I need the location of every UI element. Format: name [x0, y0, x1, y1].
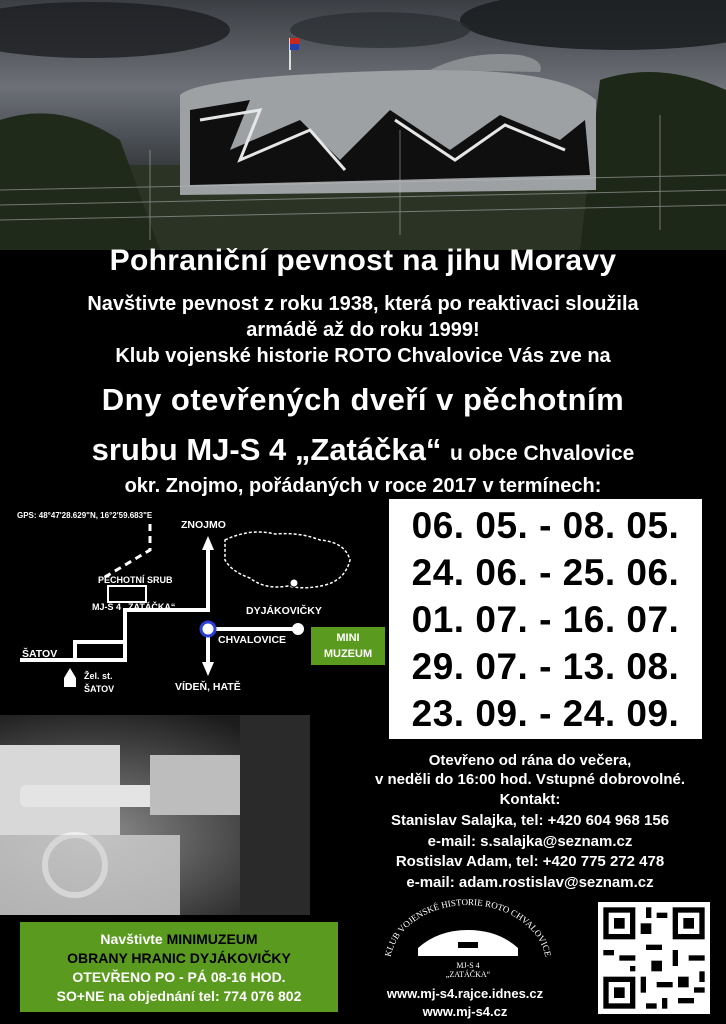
info-open: Otevřeno od rána do večera,: [428, 752, 632, 769]
mini-muzeum-line1: MINI: [336, 632, 360, 644]
info-sunday: v neděli do 16:00 hod. Vstupné dobrovolné.: [374, 771, 686, 788]
dates-box: [389, 499, 702, 739]
logo-arc-text: KLUB VOJENSKÉ HISTORIE ROTO CHVALOVICE: [382, 896, 554, 958]
info-email1[interactable]: e-mail: s.salajka@seznam.cz: [427, 833, 633, 850]
gps-coordinates: GPS: 48°47'28.629"N, 16°2'59.683"E: [17, 511, 153, 520]
club-logo: [378, 890, 558, 980]
date-row: 01. 07. - 16. 07.: [411, 599, 680, 640]
headline: Pohraniční pevnost na jihu Moravy: [109, 244, 617, 277]
hero-photo: [0, 0, 726, 250]
logo-name: MJ-S 4: [456, 961, 480, 970]
map-label-satov: ŠATOV: [22, 648, 58, 660]
info-contact2: Rostislav Adam, tel: +420 775 272 478: [395, 853, 665, 870]
info-contact-label: Kontakt:: [499, 791, 561, 808]
date-row: 06. 05. - 08. 05.: [411, 505, 680, 546]
map-label-satov-station: ŠATOV: [84, 684, 115, 694]
museum-line2: OBRANY HRANIC DYJÁKOVIČKY: [67, 950, 291, 966]
mini-muzeum-badge: [311, 627, 385, 665]
museum-box: [20, 922, 338, 1012]
url-rajce[interactable]: www.mj-s4.rajce.idnes.cz: [386, 986, 544, 1001]
cannon-photo: [0, 715, 310, 915]
logo-sub: „ZATÁČKA“: [445, 970, 491, 979]
intro-line-2: armádě až do roku 1999!: [246, 319, 480, 341]
date-row: 23. 09. - 24. 09.: [411, 693, 680, 734]
map-label-pechotni-srub: PĚCHOTNÍ SRUB: [98, 575, 173, 585]
museum-line4: SO+NE na objednání tel: 774 076 802: [56, 988, 302, 1004]
event-title-line2: [0, 432, 726, 468]
museum-visit-label: Navštivte: [100, 931, 167, 947]
district-line: okr. Znojmo, pořádaných v roce 2017 v termínech:: [124, 475, 602, 497]
map-label-mjs4: MJ-S 4 „ZATÁČKA“: [92, 602, 176, 612]
info-contact1: Stanislav Salajka, tel: +420 604 968 156: [390, 812, 670, 829]
cannon-illustration: [0, 715, 310, 915]
intro-text: [0, 291, 726, 369]
intro-line-1: Navštivte pevnost z roku 1938, která po reaktivaci sloužila: [87, 293, 639, 315]
map-label-viden: VÍDEŇ, HATĚ: [175, 681, 241, 693]
date-row: 24. 06. - 25. 06.: [411, 552, 680, 593]
museum-line1: [20, 930, 338, 949]
bunker-name: srubu MJ-S 4 „Zatáčka“: [91, 432, 442, 467]
intro-line-3: Klub vojenské historie ROTO Chvalovice Vás zve na: [115, 345, 611, 367]
event-title-line1: Dny otevřených dveří v pěchotním: [101, 382, 625, 417]
qr-code[interactable]: [598, 902, 710, 1014]
date-row: 29. 07. - 13. 08.: [411, 646, 680, 687]
info-email2[interactable]: e-mail: adam.rostislav@seznam.cz: [406, 874, 654, 891]
map-label-zel-st: Žel. st.: [84, 671, 113, 681]
url-main[interactable]: www.mj-s4.cz: [422, 1004, 508, 1019]
map-label-dyjakovicky: DYJÁKOVIČKY: [246, 605, 322, 617]
bunker-illustration: [0, 0, 726, 250]
mini-muzeum-line2: MUZEUM: [323, 648, 373, 660]
museum-line3: OTEVŘENO PO - PÁ 08-16 HOD.: [72, 969, 286, 985]
museum-highlight: MINIMUZEUM: [166, 931, 258, 947]
map-label-znojmo: ZNOJMO: [181, 519, 226, 531]
qr-code-pattern: [598, 902, 710, 1014]
map-label-chvalovice: CHVALOVICE: [218, 634, 287, 646]
village-suffix: u obce Chvalovice: [449, 442, 635, 465]
